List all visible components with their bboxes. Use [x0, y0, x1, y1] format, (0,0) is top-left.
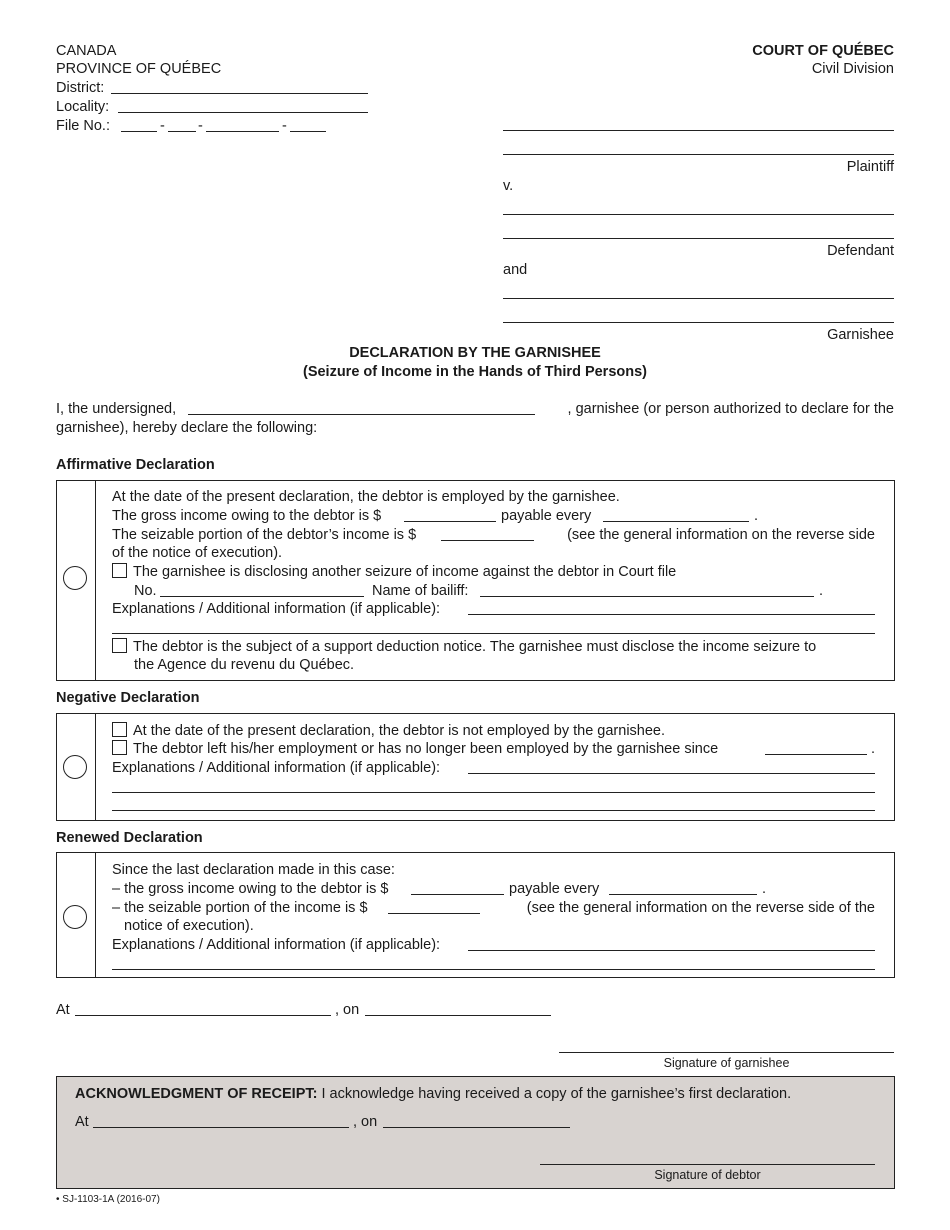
bailiff-period: . [819, 583, 824, 599]
renewed-heading: Renewed Declaration [56, 830, 203, 846]
other-seizure-row [112, 563, 676, 581]
file-no-part3-input[interactable] [206, 131, 279, 132]
plaintiff-name-input-2[interactable] [503, 154, 894, 155]
acknowledgment-heading: ACKNOWLEDGMENT OF RECEIPT: [75, 1086, 318, 1102]
form-code: • SJ-1103-1A (2016-07) [56, 1194, 160, 1205]
support-deduction-label-line2: the Agence du revenu du Québec. [134, 657, 355, 673]
district-row [56, 79, 104, 97]
district-label: District: [56, 80, 105, 96]
ack-date-input[interactable] [383, 1127, 570, 1128]
versus-label: v. [503, 178, 514, 194]
renewed-seizable-note: (see the general information on the reverse side of the [526, 900, 875, 916]
affirmative-radio[interactable] [63, 566, 87, 590]
not-employed-checkbox[interactable] [112, 722, 127, 737]
not-employed-row [112, 722, 665, 740]
affirmative-employed: At the date of the present declaration, the debtor is employed by the garnishee. [112, 489, 620, 505]
file-no-label: File No.: [56, 118, 110, 134]
renewed-radio-column [57, 853, 96, 977]
affirmative-payable-label: payable every [501, 508, 592, 524]
intro-line2: garnishee), hereby declare the following: [56, 420, 318, 436]
renewed-payable-label: payable every [509, 881, 600, 897]
left-employment-label: The debtor left his/her employment or has no longer been employed by the garnishee since [133, 741, 719, 757]
affirmative-gross-label: The gross income owing to the debtor is $ [112, 508, 382, 524]
court-file-no-label: No. [134, 583, 157, 599]
signing-on-label: , on [335, 1002, 360, 1018]
file-no-part1-input[interactable] [121, 131, 157, 132]
header-province: PROVINCE OF QUÉBEC [56, 61, 222, 77]
file-no-part2-input[interactable] [168, 131, 196, 132]
district-input[interactable] [111, 93, 368, 94]
intro-prefix: I, the undersigned, [56, 401, 177, 417]
negative-radio-column [57, 714, 96, 820]
locality-label: Locality: [56, 99, 110, 115]
header-country: CANADA [56, 43, 117, 59]
page-title: DECLARATION BY THE GARNISHEE [349, 345, 601, 361]
renewed-explanations-input-2[interactable] [112, 969, 875, 970]
debtor-signature-caption: Signature of debtor [654, 1168, 761, 1182]
file-no-separator: - [160, 118, 165, 134]
garnishee-signature-caption: Signature of garnishee [663, 1056, 790, 1070]
negative-explanations-input-2[interactable] [112, 792, 875, 793]
affirmative-explanations-input-1[interactable] [468, 614, 875, 615]
garnishee-name-input-2[interactable] [503, 322, 894, 323]
court-name: COURT OF QUÉBEC [752, 43, 894, 59]
intro-suffix: , garnishee (or person authorized to declare for the [567, 401, 894, 417]
defendant-name-input-2[interactable] [503, 238, 894, 239]
left-employment-checkbox[interactable] [112, 740, 127, 755]
ack-place-input[interactable] [93, 1127, 349, 1128]
acknowledgment-text [75, 1085, 791, 1103]
defendant-name-input-1[interactable] [503, 214, 894, 215]
other-seizure-label: The garnishee is disclosing another seizure of income against the debtor in Court file [133, 564, 677, 580]
debtor-signature-line[interactable] [540, 1164, 875, 1165]
renewed-radio[interactable] [63, 905, 87, 929]
bailiff-label: Name of bailiff: [372, 583, 469, 599]
left-employment-period: . [871, 741, 876, 757]
affirmative-explanations-input-2[interactable] [112, 633, 875, 634]
affirmative-gross-amount-input[interactable] [404, 521, 496, 522]
affirmative-radio-column [57, 481, 96, 680]
ack-at-label: At [75, 1114, 89, 1130]
signing-date-input[interactable] [365, 1015, 551, 1016]
renewed-seizable-label: – the seizable portion of the income is $ [112, 900, 368, 916]
acknowledgment-body: I acknowledge having received a copy of the garnishee’s first declaration. [317, 1086, 792, 1102]
left-employment-date-input[interactable] [765, 754, 867, 755]
court-division: Civil Division [811, 61, 894, 77]
renewed-gross-amount-input[interactable] [411, 894, 504, 895]
negative-explanations-input-1[interactable] [468, 773, 875, 774]
support-deduction-row [112, 638, 816, 656]
affirmative-seizable-amount-input[interactable] [441, 540, 534, 541]
affirmative-payable-every-input[interactable] [603, 521, 749, 522]
garnishee-label: Garnishee [827, 327, 894, 343]
and-label: and [503, 262, 528, 278]
plaintiff-name-input-1[interactable] [503, 130, 894, 131]
renewed-period: . [762, 881, 767, 897]
renewed-seizable-amount-input[interactable] [388, 913, 480, 914]
locality-input[interactable] [118, 112, 368, 113]
negative-heading: Negative Declaration [56, 690, 200, 706]
file-no-part4-input[interactable] [290, 131, 326, 132]
support-deduction-label: The debtor is the subject of a support deduction notice. The garnishee must disclose the income seizure to [133, 639, 817, 655]
left-employment-row [112, 740, 718, 758]
renewed-seizable-note-line2: notice of execution). [124, 918, 254, 934]
defendant-label: Defendant [827, 243, 894, 259]
file-no-separator: - [282, 118, 287, 134]
affirmative-period: . [754, 508, 759, 524]
affirmative-seizable-note: (see the general information on the reverse side [567, 527, 875, 543]
court-file-no-input[interactable] [160, 596, 364, 597]
garnishee-name-input-1[interactable] [503, 298, 894, 299]
not-employed-label: At the date of the present declaration, the debtor is not employed by the garnishee. [133, 723, 666, 739]
page-subtitle: (Seizure of Income in the Hands of Third Persons) [302, 364, 647, 380]
renewed-gross-label: – the gross income owing to the debtor is $ [112, 881, 389, 897]
plaintiff-label: Plaintiff [846, 159, 894, 175]
ack-on-label: , on [353, 1114, 378, 1130]
bailiff-name-input[interactable] [480, 596, 814, 597]
support-deduction-checkbox[interactable] [112, 638, 127, 653]
undersigned-name-input[interactable] [188, 414, 535, 415]
renewed-explanations-label: Explanations / Additional information (if applicable): [112, 937, 441, 953]
negative-radio[interactable] [63, 755, 87, 779]
affirmative-explanations-label: Explanations / Additional information (if applicable): [112, 601, 441, 617]
signing-at-label: At [56, 1002, 70, 1018]
renewed-explanations-input-1[interactable] [468, 950, 875, 951]
affirmative-heading: Affirmative Declaration [56, 457, 215, 473]
signing-place-input[interactable] [75, 1015, 331, 1016]
negative-explanations-input-3[interactable] [112, 810, 875, 811]
renewed-payable-every-input[interactable] [609, 894, 757, 895]
negative-explanations-label: Explanations / Additional information (if applicable): [112, 760, 441, 776]
garnishee-signature-line[interactable] [559, 1052, 894, 1053]
file-no-separator: - [198, 118, 203, 134]
affirmative-seizable-note-line2: of the notice of execution). [112, 545, 283, 561]
other-seizure-checkbox[interactable] [112, 563, 127, 578]
affirmative-seizable-label: The seizable portion of the debtor’s income is $ [112, 527, 417, 543]
renewed-since-label: Since the last declaration made in this case: [112, 862, 395, 878]
